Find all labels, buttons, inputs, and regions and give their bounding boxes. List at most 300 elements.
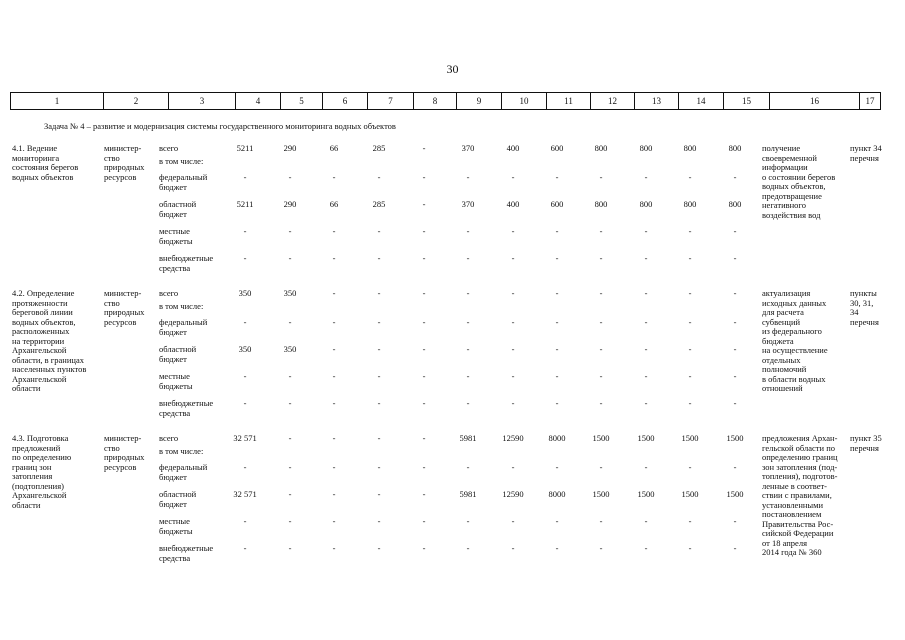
funding-source-label: в том числе: (159, 301, 204, 311)
cell-value: - (555, 288, 559, 298)
cell-value: 1500 (592, 433, 610, 443)
reference-line: перечня (850, 316, 879, 327)
result-line: актуализация (762, 288, 811, 298)
funding-source-label: областной (159, 344, 197, 354)
cell-value: 290 (283, 199, 297, 209)
cell-value: - (733, 172, 737, 182)
funding-source-label: бюджет (159, 499, 187, 509)
executor-line: министер- (104, 288, 142, 298)
cell-value: 32 571 (233, 489, 257, 499)
reference-line: перечня (850, 152, 879, 163)
executor-line: природных (104, 307, 145, 317)
cell-value: - (377, 344, 381, 354)
cell-value: 350 (238, 288, 252, 298)
cell-value: 1500 (681, 489, 699, 499)
cell-value: - (377, 288, 381, 298)
cell-value: - (332, 253, 336, 263)
result-line: постановлением (762, 509, 822, 519)
cell-value: - (288, 462, 292, 472)
cell-value: 8000 (548, 489, 566, 499)
cell-value: - (243, 371, 247, 381)
cell-value: - (555, 371, 559, 381)
measure-name-line: области, в границах (12, 354, 84, 365)
cell-value: - (644, 226, 648, 236)
cell-value: - (332, 226, 336, 236)
measure-name-line: области (12, 499, 41, 510)
cell-value: - (555, 172, 559, 182)
funding-source-label: бюджеты (159, 236, 193, 246)
cell-value: - (332, 172, 336, 182)
cell-value: 1500 (726, 433, 744, 443)
measure-name-line: на территории (12, 335, 65, 346)
result-line: субвенций (762, 316, 801, 327)
measure-name-line: Архангельской (12, 373, 67, 384)
header-col-4: 4 (236, 93, 281, 109)
cell-value: - (733, 398, 737, 408)
cell-value: - (644, 462, 648, 472)
funding-source-label: бюджет (159, 327, 187, 337)
header-col-11: 11 (547, 93, 591, 109)
cell-value: 1500 (592, 489, 610, 499)
cell-value: 1500 (726, 489, 744, 499)
cell-value: - (422, 433, 426, 443)
result-line: зон затопления (под- (762, 461, 838, 472)
cell-value: - (377, 398, 381, 408)
cell-value: - (733, 543, 737, 553)
cell-value: - (644, 317, 648, 327)
cell-value: - (511, 317, 515, 327)
cell-value: 285 (372, 143, 386, 153)
executor-line: ство (104, 297, 120, 308)
funding-source-label: бюджет (159, 182, 187, 192)
task-title: Задача № 4 – развитие и модернизация системы государственного мониторинга водных объектов (44, 121, 396, 131)
funding-source-label: всего (159, 433, 179, 443)
result-line: о состоянии берегов (762, 171, 836, 182)
funding-source-label: внебюджетные (159, 253, 214, 263)
executor-line: ство (104, 152, 120, 163)
cell-value: - (466, 398, 470, 408)
cell-value: - (511, 462, 515, 472)
cell-value: - (688, 253, 692, 263)
cell-value: 32 571 (233, 433, 257, 443)
cell-value: - (332, 516, 336, 526)
cell-value: - (599, 516, 603, 526)
cell-value: - (511, 288, 515, 298)
cell-value: 800 (728, 199, 742, 209)
cell-value: - (688, 226, 692, 236)
cell-value: - (733, 253, 737, 263)
cell-value: - (288, 489, 292, 499)
cell-value: - (555, 317, 559, 327)
cell-value: - (644, 371, 648, 381)
cell-value: - (511, 371, 515, 381)
header-col-9: 9 (457, 93, 502, 109)
cell-value: 800 (594, 143, 608, 153)
cell-value: 400 (506, 143, 520, 153)
measure-name-line: границ зон (12, 461, 52, 472)
cell-value: 800 (683, 199, 697, 209)
measure-name-line: расположенных (12, 326, 70, 336)
cell-value: - (288, 226, 292, 236)
cell-value: - (555, 344, 559, 354)
cell-value: - (466, 317, 470, 327)
cell-value: - (377, 462, 381, 472)
cell-value: 1500 (681, 433, 699, 443)
cell-value: 350 (283, 288, 297, 298)
cell-value: - (555, 253, 559, 263)
cell-value: 5211 (236, 143, 254, 153)
cell-value: 350 (283, 344, 297, 354)
cell-value: 8000 (548, 433, 566, 443)
result-line: в области водных (762, 373, 826, 384)
cell-value: 600 (550, 199, 564, 209)
measure-name-line: 4.3. Подготовка (12, 433, 69, 443)
cell-value: - (288, 516, 292, 526)
measure-name-line: предложений (12, 442, 61, 453)
cell-value: 800 (594, 199, 608, 209)
cell-value: - (422, 543, 426, 553)
cell-value: - (422, 172, 426, 182)
page-number: 30 (446, 62, 459, 76)
cell-value: 400 (506, 199, 520, 209)
header-col-5: 5 (281, 93, 323, 109)
cell-value: - (422, 516, 426, 526)
measure-name-line: затопления (12, 471, 53, 481)
cell-value: - (644, 516, 648, 526)
cell-value: 290 (283, 143, 297, 153)
cell-value: - (466, 371, 470, 381)
executor-line: ресурсов (104, 461, 137, 472)
cell-value: - (377, 433, 381, 443)
cell-value: - (332, 433, 336, 443)
cell-value: - (288, 317, 292, 327)
cell-value: - (688, 172, 692, 182)
funding-source-label: областной (159, 489, 197, 499)
cell-value: - (555, 516, 559, 526)
header-col-13: 13 (635, 93, 679, 109)
cell-value: - (422, 317, 426, 327)
cell-value: - (243, 543, 247, 553)
cell-value: - (466, 543, 470, 553)
result-line: воздействия вод (762, 209, 821, 220)
cell-value: - (733, 371, 737, 381)
cell-value: - (243, 253, 247, 263)
cell-value: - (466, 344, 470, 354)
cell-value: - (288, 371, 292, 381)
result-line: предотвращение (762, 190, 822, 201)
funding-source-label: всего (159, 288, 179, 298)
cell-value: - (599, 226, 603, 236)
header-col-14: 14 (679, 93, 724, 109)
header-col-15: 15 (724, 93, 770, 109)
cell-value: 285 (372, 199, 386, 209)
cell-value: - (733, 344, 737, 354)
header-col-2: 2 (104, 93, 169, 109)
executor-line: министер- (104, 143, 142, 153)
header-col-8: 8 (414, 93, 457, 109)
cell-value: - (511, 543, 515, 553)
cell-value: - (733, 516, 737, 526)
cell-value: - (288, 398, 292, 408)
cell-value: - (377, 543, 381, 553)
cell-value: - (688, 371, 692, 381)
funding-source-label: средства (159, 553, 191, 563)
cell-value: 1500 (637, 433, 655, 443)
cell-value: - (288, 172, 292, 182)
cell-value: 66 (329, 199, 339, 209)
cell-value: 600 (550, 143, 564, 153)
result-line: исходных данных (762, 297, 827, 308)
result-line: ленные в соответ- (762, 480, 828, 491)
result-line: определению границ (762, 452, 838, 462)
result-line: своевременной (762, 152, 817, 163)
result-line: предложения Архан- (762, 433, 838, 443)
cell-value: - (422, 371, 426, 381)
result-line: негативного (762, 200, 806, 210)
result-line: 2014 года № 360 (762, 547, 822, 557)
cell-value: 5981 (459, 433, 477, 443)
funding-source-label: средства (159, 408, 191, 418)
measure-name-line: мониторинга (12, 152, 60, 163)
cell-value: - (243, 172, 247, 182)
cell-value: - (688, 516, 692, 526)
result-line: сийской Федерации (762, 528, 834, 538)
cell-value: - (511, 516, 515, 526)
funding-source-label: федеральный (159, 172, 208, 182)
cell-value: - (511, 172, 515, 182)
cell-value: - (377, 172, 381, 182)
cell-value: - (644, 288, 648, 298)
cell-value: - (644, 253, 648, 263)
result-line: установленными (762, 499, 824, 510)
result-line: отношений (762, 383, 803, 393)
cell-value: - (243, 398, 247, 408)
cell-value: - (555, 462, 559, 472)
cell-value: - (599, 344, 603, 354)
header-col-17: 17 (860, 93, 881, 109)
result-line: Правительства Рос- (762, 518, 834, 529)
cell-value: - (644, 344, 648, 354)
cell-value: - (332, 371, 336, 381)
cell-value: - (422, 143, 426, 153)
cell-value: - (466, 172, 470, 182)
funding-source-label: в том числе: (159, 446, 204, 456)
cell-value: - (599, 371, 603, 381)
funding-source-label: всего (159, 143, 179, 153)
cell-value: - (377, 516, 381, 526)
cell-value: - (511, 344, 515, 354)
measure-name-line: 4.1. Ведение (12, 143, 58, 153)
cell-value: - (332, 462, 336, 472)
measure-name-line: Архангельской (12, 490, 67, 500)
reference-line: пункты (850, 288, 877, 298)
cell-value: - (511, 398, 515, 408)
cell-value: - (466, 253, 470, 263)
cell-value: - (332, 317, 336, 327)
result-line: информации (762, 162, 808, 172)
cell-value: - (644, 398, 648, 408)
cell-value: - (288, 433, 292, 443)
cell-value: - (332, 398, 336, 408)
cell-value: 800 (728, 143, 742, 153)
cell-value: 350 (238, 344, 252, 354)
header-col-3: 3 (169, 93, 236, 109)
cell-value: 66 (329, 143, 339, 153)
cell-value: - (288, 253, 292, 263)
header-col-7: 7 (368, 93, 414, 109)
cell-value: - (688, 398, 692, 408)
result-line: водных объектов, (762, 181, 826, 191)
cell-value: - (422, 398, 426, 408)
measure-name-line: состояния берегов (12, 162, 79, 172)
funding-source-label: местные (159, 226, 190, 236)
table-header-row (10, 92, 881, 110)
cell-value: - (466, 226, 470, 236)
funding-source-label: бюджеты (159, 381, 193, 391)
funding-source-label: в том числе: (159, 156, 204, 166)
cell-value: - (644, 172, 648, 182)
cell-value: - (332, 489, 336, 499)
cell-value: - (688, 344, 692, 354)
cell-value: 5981 (459, 489, 477, 499)
executor-line: ресурсов (104, 171, 137, 182)
executor-line: природных (104, 162, 145, 172)
funding-source-label: средства (159, 263, 191, 273)
funding-source-label: федеральный (159, 462, 208, 472)
cell-value: - (377, 226, 381, 236)
cell-value: - (377, 253, 381, 263)
header-col-16: 16 (770, 93, 860, 109)
cell-value: - (377, 489, 381, 499)
funding-source-label: бюджеты (159, 526, 193, 536)
cell-value: - (599, 398, 603, 408)
cell-value: - (422, 199, 426, 209)
result-line: бюджета (762, 335, 794, 346)
executor-line: министер- (104, 433, 142, 443)
cell-value: - (332, 288, 336, 298)
header-col-10: 10 (502, 93, 547, 109)
cell-value: 1500 (637, 489, 655, 499)
reference-line: 30, 31, (850, 297, 874, 308)
cell-value: - (599, 462, 603, 472)
cell-value: 12590 (502, 433, 524, 443)
cell-value: - (466, 462, 470, 472)
cell-value: - (555, 398, 559, 408)
executor-line: ресурсов (104, 316, 137, 327)
cell-value: - (555, 543, 559, 553)
result-line: гельской области по (762, 442, 835, 453)
cell-value: - (688, 543, 692, 553)
cell-value: - (422, 253, 426, 263)
cell-value: - (599, 253, 603, 263)
cell-value: - (422, 226, 426, 236)
funding-source-label: местные (159, 516, 190, 526)
cell-value: - (422, 489, 426, 499)
cell-value: - (332, 543, 336, 553)
cell-value: 800 (683, 143, 697, 153)
executor-line: природных (104, 452, 145, 462)
cell-value: - (511, 253, 515, 263)
cell-value: - (511, 226, 515, 236)
cell-value: - (688, 462, 692, 472)
header-col-12: 12 (591, 93, 635, 109)
result-line: ствии с правилами, (762, 490, 832, 500)
cell-value: - (466, 288, 470, 298)
executor-line: ство (104, 442, 120, 453)
cell-value: - (555, 226, 559, 236)
cell-value: - (733, 288, 737, 298)
funding-source-label: бюджет (159, 209, 187, 219)
cell-value: 370 (461, 199, 475, 209)
funding-source-label: местные (159, 371, 190, 381)
measure-name-line: области (12, 383, 41, 393)
result-line: полномочий (762, 364, 807, 374)
cell-value: 12590 (502, 489, 524, 499)
measure-name-line: по определению (12, 452, 72, 462)
cell-value: - (688, 288, 692, 298)
measure-name-line: водных объектов (12, 171, 74, 182)
measure-name-line: водных объектов, (12, 316, 76, 327)
header-col-6: 6 (323, 93, 368, 109)
funding-source-label: бюджет (159, 472, 187, 482)
cell-value: - (733, 317, 737, 327)
cell-value: - (599, 172, 603, 182)
cell-value: - (377, 371, 381, 381)
cell-value: - (644, 543, 648, 553)
cell-value: - (422, 344, 426, 354)
cell-value: 370 (461, 143, 475, 153)
cell-value: - (377, 317, 381, 327)
cell-value: - (243, 317, 247, 327)
reference-line: 34 (850, 307, 859, 317)
cell-value: - (422, 462, 426, 472)
funding-source-label: внебюджетные (159, 398, 214, 408)
reference-line: пункт 34 (850, 143, 882, 153)
cell-value: - (599, 543, 603, 553)
funding-source-label: внебюджетные (159, 543, 214, 553)
cell-value: - (599, 288, 603, 298)
measure-name-line: 4.2. Определение (12, 288, 75, 298)
cell-value: - (243, 462, 247, 472)
measure-name-line: населенных пунктов (12, 364, 87, 374)
measure-name-line: (подтопления) (12, 480, 64, 491)
cell-value: - (332, 344, 336, 354)
measure-name-line: Архангельской (12, 345, 67, 355)
cell-value: - (733, 226, 737, 236)
result-line: на осуществление (762, 345, 828, 355)
measure-name-line: протяженности (12, 297, 68, 308)
cell-value: 5211 (236, 199, 254, 209)
result-line: получение (762, 143, 801, 153)
result-line: от 18 апреля (762, 537, 807, 548)
reference-line: перечня (850, 442, 879, 453)
cell-value: - (733, 462, 737, 472)
funding-source-label: бюджет (159, 354, 187, 364)
result-line: из федерального (762, 326, 822, 336)
cell-value: - (243, 516, 247, 526)
cell-value: 800 (639, 199, 653, 209)
header-col-1: 1 (11, 93, 104, 109)
cell-value: - (243, 226, 247, 236)
result-line: отдельных (762, 354, 801, 365)
cell-value: - (599, 317, 603, 327)
cell-value: - (688, 317, 692, 327)
cell-value: - (466, 516, 470, 526)
result-line: топления), подготов- (762, 471, 838, 481)
funding-source-label: областной (159, 199, 197, 209)
result-line: для расчета (762, 307, 804, 317)
cell-value: - (422, 288, 426, 298)
